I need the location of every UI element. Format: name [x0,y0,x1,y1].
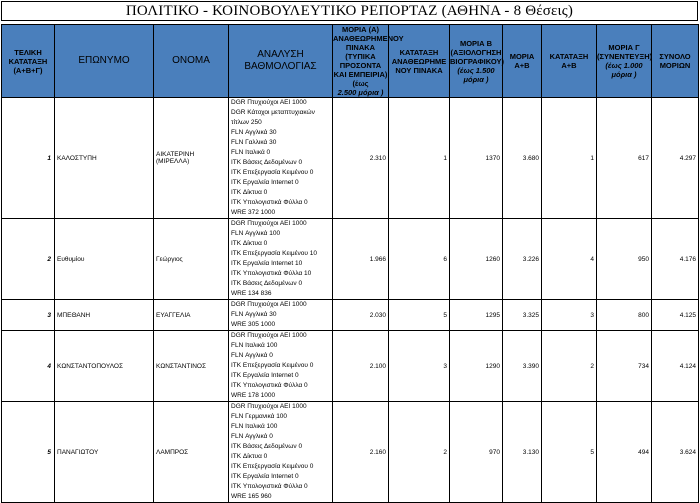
header-rank-revised: ΚΑΤΑΤΑΞΗ ΑΝΑΘΕΩΡΗΜΕ ΝΟΥ ΠΙΝΑΚΑ [389,25,450,98]
header-points-b-label: ΜΟΡΙΑ Β (ΑΞΙΟΛΟΓΗΣΗ ΒΙΟΓΡΑΦΙΚΟΥ) [450,38,504,66]
analysis-line: DGR Πτυχιούχοι ΑΕΙ 1000 [231,301,307,308]
cell-points-c: 734 [597,331,652,402]
cell-name: ΚΩΝΣΤΑΝΤΙΝΟΣ [154,331,229,402]
analysis-line: DGR Κάτοχοι μεταπτυχιακών [231,109,315,116]
table-row [2,300,699,331]
analysis-line: ITK Επεξεργασία Κειμένου 0 [231,463,314,470]
table-row [2,98,699,219]
analysis-line: τίτλων 250 [231,119,262,126]
cell-points-a: 1.966 [333,219,389,300]
analysis-line: WRE 372 1000 [231,209,276,216]
cell-analysis [229,300,333,331]
cell-total: 4.125 [652,300,699,331]
analysis-line: ITK Βάσεις Δεδομένων 0 [231,159,303,166]
table-row [2,402,699,503]
cell-total: 4.297 [652,98,699,219]
analysis-line: FLN Αγγλικά 0 [231,352,273,359]
cell-points-b: 1260 [450,219,503,300]
cell-rank-revised: 1 [389,98,450,219]
cell-points-b: 1370 [450,98,503,219]
analysis-line: FLN Αγγλικά 30 [231,129,277,136]
cell-points-ab: 3.680 [503,98,542,219]
header-points-a-label: ΜΟΡΙΑ (Α) ΑΝΑΘΕΩΡΗΜΕΝΟΥ ΠΙΝΑΚΑ (ΤΥΠΙΚΑ ΠΡΟΣΟΝΤΑ ΚΑΙ ΕΜΠΕΙΡΙΑ) (έως [333,25,404,88]
cell-rank-ab: 2 [542,331,597,402]
analysis-line: DGR Πτυχιούχοι ΑΕΙ 1000 [231,99,307,106]
cell-rank-ab: 3 [542,300,597,331]
results-body [2,98,699,503]
analysis-line: WRE 305 1000 [231,321,276,328]
cell-points-a: 2.100 [333,331,389,402]
cell-surname: ΚΑΛΟΣΤΥΠΗ [55,98,154,219]
header-points-b-max: (έως 1.500 μόρια ) [457,65,495,84]
cell-rank: 2 [2,219,55,300]
cell-points-ab: 3.130 [503,402,542,503]
analysis-line: FLN Ιταλικά 100 [231,423,278,430]
cell-name: ΛΑΜΠΡΟΣ [154,402,229,503]
table-title: ΠΟΛΙΤΙΚΟ - ΚΟΙΝΟΒΟΥΛΕΥΤΙΚΟ ΡΕΠΟΡΤΑΖ (ΑΘΗΝΑ - 8 Θέσεις) [1,1,698,21]
cell-total: 4.124 [652,331,699,402]
cell-name: Γεώργιος [154,219,229,300]
analysis-line: ITK Εργαλεία Internet 10 [231,260,303,267]
cell-analysis [229,331,333,402]
header-points-c-max: (έως 1.000 μόρια ) [605,61,643,79]
cell-points-ab: 3.390 [503,331,542,402]
header-rank: ΤΕΛΙΚΗ ΚΑΤΑΤΑΞΗ (Α+Β+Γ) [2,25,55,98]
cell-name: ΕΥΑΓΓΕΛΙΑ [154,300,229,331]
cell-rank: 3 [2,300,55,331]
analysis-line: FLN Ιταλικά 100 [231,342,278,349]
header-rank-ab: ΚΑΤΑΤΑΞΗ Α+Β [542,25,597,98]
analysis-line: DGR Πτυχιούχοι ΑΕΙ 1000 [231,220,307,227]
cell-rank-ab: 1 [542,98,597,219]
analysis-line: ITK Δίκτυα 0 [231,240,268,247]
cell-rank-revised: 2 [389,402,450,503]
analysis-line: WRE 165 960 [231,493,272,500]
cell-total: 3.624 [652,402,699,503]
cell-points-b: 1290 [450,331,503,402]
cell-surname: ΚΩΝΣΤΑΝΤΟΠΟΥΛΟΣ [55,331,154,402]
analysis-line: FLN Αγγλικά 0 [231,433,273,440]
cell-analysis [229,402,333,503]
cell-rank-revised: 3 [389,331,450,402]
cell-rank-ab: 5 [542,402,597,503]
cell-surname: Ευθυμίου [55,219,154,300]
cell-surname: ΜΠΕΘΑΝΗ [55,300,154,331]
analysis-line: FLN Γερμανικά 100 [231,413,288,420]
analysis-line: ITK Εργαλεία Internet 0 [231,372,299,379]
header-points-a-max: 2.500 μόρια ) [337,88,384,97]
analysis-line: FLN Ιταλικά 0 [231,149,271,156]
cell-total: 4.176 [652,219,699,300]
header-row [2,25,699,98]
cell-points-c: 494 [597,402,652,503]
header-total: ΣΥΝΟΛΟ ΜΟΡΙΩΝ [652,25,699,98]
cell-analysis [229,219,333,300]
cell-rank-ab: 4 [542,219,597,300]
analysis-line: ITK Εργαλεία Internet 0 [231,473,299,480]
header-analysis: ΑΝΑΛΥΣΗ ΒΑΘΜΟΛΟΓΙΑΣ [229,25,333,98]
cell-rank-revised: 5 [389,300,450,331]
cell-points-c: 950 [597,219,652,300]
analysis-line: ITK Βάσεις Δεδομένων 0 [231,443,303,450]
analysis-line: ITK Υπολογιστικά Φύλλα 10 [231,270,312,277]
cell-rank-revised: 6 [389,219,450,300]
header-points-ab: ΜΟΡΙΑ Α+Β [503,25,542,98]
analysis-line: ITK Δίκτυα 0 [231,453,268,460]
cell-name: ΑΙΚΑΤΕΡΙΝΗ (ΜΙΡΕΛΛΑ) [154,98,229,219]
cell-points-c: 800 [597,300,652,331]
analysis-line: DGR Πτυχιούχοι ΑΕΙ 1000 [231,403,307,410]
cell-points-ab: 3.226 [503,219,542,300]
results-table [1,24,699,503]
header-points-c-label: ΜΟΡΙΑ Γ (ΣΥΝΕΝΤΕΥΞΗ) [597,43,653,61]
header-points-a [333,25,404,98]
header-surname: ΕΠΩΝΥΜΟ [55,25,154,98]
analysis-line: ITK Επεξεργασία Κειμένου 10 [231,250,317,257]
cell-points-a: 2.030 [333,300,389,331]
header-name: ΟΝΟΜΑ [154,25,229,98]
analysis-line: ITK Δίκτυα 0 [231,189,268,196]
analysis-line: ITK Υπολογιστικά Φύλλα 0 [231,483,308,490]
analysis-line: ITK Υπολογιστικά Φύλλα 0 [231,199,308,206]
cell-analysis [229,98,333,219]
analysis-line: FLN Αγγλικά 100 [231,230,281,237]
cell-rank: 5 [2,402,55,503]
analysis-line: ITK Επεξεργασία Κειμένου 0 [231,169,314,176]
analysis-line: ITK Υπολογιστικά Φύλλα 0 [231,382,308,389]
cell-points-b: 1295 [450,300,503,331]
table-row [2,331,699,402]
cell-surname: ΠΑΝΑΓΙΩΤΟΥ [55,402,154,503]
analysis-line: WRE 134 836 [231,290,272,297]
cell-points-a: 2.160 [333,402,389,503]
table-row [2,219,699,300]
analysis-line: DGR Πτυχιούχοι ΑΕΙ 1000 [231,332,307,339]
header-points-c [597,25,652,98]
analysis-line: FLN Γαλλικά 30 [231,139,277,146]
header-points-b [450,25,503,98]
analysis-line: ITK Επεξεργασία Κειμένου 0 [231,362,314,369]
cell-rank: 1 [2,98,55,219]
analysis-line: ITK Εργαλεία Internet 0 [231,179,299,186]
cell-points-a: 2.310 [333,98,389,219]
cell-rank: 4 [2,331,55,402]
cell-points-ab: 3.325 [503,300,542,331]
analysis-line: FLN Αγγλικά 30 [231,311,277,318]
analysis-line: ITK Βάσεις Δεδομένων 0 [231,280,303,287]
cell-points-b: 970 [450,402,503,503]
analysis-line: WRE 178 1000 [231,392,276,399]
cell-points-c: 617 [597,98,652,219]
